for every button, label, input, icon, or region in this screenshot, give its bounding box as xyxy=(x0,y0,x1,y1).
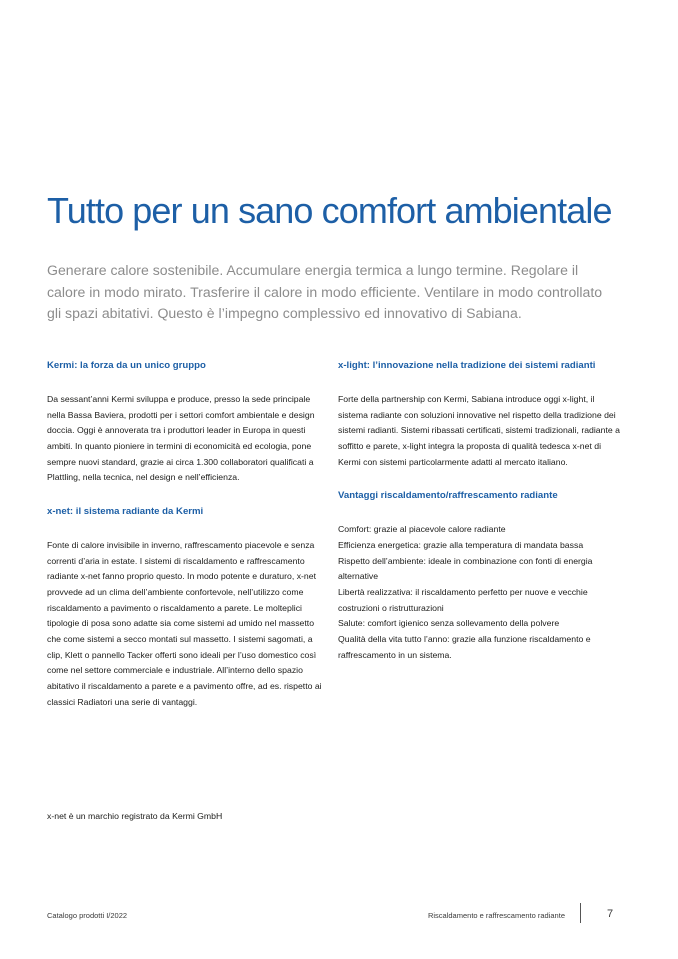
page-title: Tutto per un sano comfort ambientale xyxy=(47,190,612,231)
section-heading-vantaggi: Vantaggi riscaldamento/raffrescamento radiante xyxy=(338,490,558,502)
section-body-x-net: Fonte di calore invisibile in inverno, raffrescamento piacevole e senza correnti d’aria in estate. I sistemi di riscaldamento e raffrescamento radiante x-net fanno proprio questo. In modo potente e duraturo, x-net provvede ad un clima dell’ambiente confortevole, nell’utilizzo come riscaldamento a pavimento o riscaldamento a parete. Le molteplici tipologie di posa sono adatte sia come sistemi ad umido nel massetto che come sistemi a secco montati sul massetto. I sistemi sagomati, a clip, Klett o pannello Tacker offerti sono ideali per l’uso domestico così come nel settore commerciale e industriale. All’interno dello spazio abitativo il riscaldamento a parete e a pavimento offre, ad es. rispetto ai classici Radiatori una serie di vantaggi. xyxy=(47,539,322,707)
trademark-note: x-net è un marchio registrato da Kermi GmbH xyxy=(47,811,223,821)
footer-catalog-label: Catalogo prodotti I/2022 xyxy=(47,911,128,920)
list-item: Qualità della vita tutto l’anno: grazie alla funzione riscaldamento e raffrescamento in un sistema. xyxy=(338,633,591,660)
list-item: Libertà realizzativa: il riscaldamento perfetto per nuove e vecchie costruzioni o ristrutturazioni xyxy=(338,586,588,613)
lead-paragraph: Generare calore sostenibile. Accumulare energia termica a lungo termine. Regolare il calore in modo mirato. Trasferire il calore in modo efficiente. Ventilare in modo controllato gli spazi abitativi. Questo è l’impegno complessivo ed innovativo di Sabiana. xyxy=(47,262,603,321)
page-number: 7 xyxy=(607,908,614,920)
list-item: Salute: comfort igienico senza sollevamento della polvere xyxy=(338,618,560,629)
section-body-kermi: Da sessant’anni Kermi sviluppa e produce, presso la sede principale nella Bassa Baviera, prodotti per i settori comfort ambientale e design doccia. Oggi è annoverata tra i produttori leader in Europa in questi ambiti. In quanto pioniere in termini di economicità ed ecologia, pone sempre nuovi standard, grazie ai circa 1.300 collaboratori qualificati a Plattling, nella tecnica, nel design e nell’efficienza. xyxy=(47,394,315,483)
section-heading-x-net: x-net: il sistema radiante da Kermi xyxy=(47,505,204,517)
advantages-list xyxy=(338,522,621,663)
list-item: Efficienza energetica: grazie alla temperatura di mandata bassa xyxy=(338,539,584,550)
footer-section-label: Riscaldamento e raffrescamento radiante xyxy=(427,911,565,920)
left-column xyxy=(47,359,322,729)
section-body-x-light: Forte della partnership con Kermi, Sabiana introduce oggi x-light, il sistema radiante con soluzioni innovative nel rispetto della tradizione dei sistemi radianti. Sistemi ribassati certificati, sistemi tradizionali, radiante a soffitto e parete, x-light integra la proposta di qualità tedesca x-net di Kermi con sistemi particolarmente adatti al mercato italiano. xyxy=(338,394,620,467)
list-item: Comfort: grazie al piacevole calore radiante xyxy=(338,524,506,535)
section-heading-kermi: Kermi: la forza da un unico gruppo xyxy=(47,360,206,371)
footer-divider xyxy=(580,903,581,923)
section-heading-x-light: x-light: l’innovazione nella tradizione dei sistemi radianti xyxy=(338,360,596,371)
right-column xyxy=(338,359,621,663)
list-item: Rispetto dell’ambiente: ideale in combinazione con fonti di energia alternative xyxy=(338,555,593,582)
